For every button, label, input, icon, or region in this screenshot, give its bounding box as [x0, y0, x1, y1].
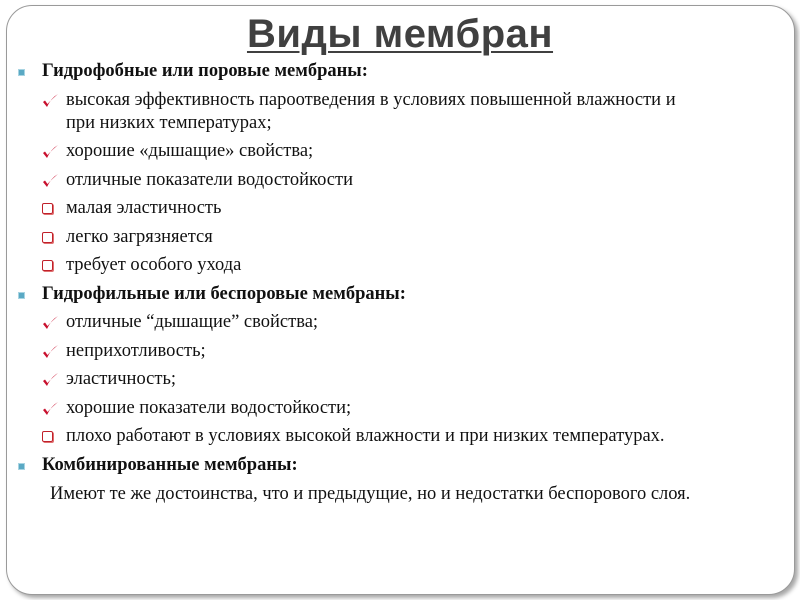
- checkbox-square-icon: [42, 260, 53, 271]
- list-item: [0, 197, 790, 220]
- list-item-text: неприхотливость;: [66, 340, 206, 361]
- list-item: [0, 254, 790, 277]
- list-item-text: хорошие «дышащие» свойства;: [66, 141, 314, 161]
- square-bullet-icon: [18, 69, 25, 76]
- list-item: [0, 425, 790, 448]
- checkbox-square-icon: [42, 232, 53, 243]
- list-item-text: высокая эффективность пароотведения в условиях повышенной влажности и при низких температурах;: [66, 89, 676, 133]
- checkmark-icon: [40, 370, 60, 390]
- checkmark-icon: [40, 171, 60, 191]
- list-item: [0, 340, 790, 363]
- section-heading: [0, 283, 790, 306]
- list-item: [0, 89, 790, 135]
- checkmark-icon: [40, 342, 60, 362]
- checkmark-icon: [40, 313, 60, 333]
- checkmark-icon: [40, 91, 60, 111]
- section-paragraph: Имеют те же достоинства, что и предыдущие, но и недостатки беспорового слоя.: [50, 484, 691, 504]
- list-item-text: малая эластичность: [66, 198, 222, 218]
- list-item-text: отличные показатели водостойкости: [66, 169, 354, 190]
- list-item: [0, 226, 790, 249]
- list-item-text: хорошие показатели водостойкости;: [66, 397, 352, 418]
- list-item: [0, 368, 790, 391]
- list-item: [0, 169, 790, 192]
- list-item: [0, 397, 790, 420]
- checkmark-icon: [40, 142, 60, 162]
- list-item-text: эластичность;: [66, 369, 177, 389]
- square-bullet-icon: [18, 292, 25, 299]
- list-item-text: плохо работают в условиях высокой влажности и при низких температурах.: [66, 426, 665, 446]
- section-heading-text: Гидрофобные или поровые мембраны:: [42, 61, 368, 81]
- list-item: [0, 311, 790, 334]
- list-item-text: легко загрязняется: [66, 226, 213, 247]
- section-heading-text: Гидрофильные или беспоровые мембраны:: [42, 283, 406, 304]
- list-item: [0, 140, 790, 163]
- section-heading: [0, 60, 790, 83]
- checkmark-icon: [40, 399, 60, 419]
- checkbox-square-icon: [42, 431, 53, 442]
- square-bullet-icon: [18, 463, 25, 470]
- checkbox-square-icon: [42, 203, 53, 214]
- slide-title: Виды мембран: [246, 12, 554, 56]
- list-item-text: требует особого ухода: [66, 255, 242, 275]
- slide-content: [0, 60, 790, 507]
- section-heading-text: Комбинированные мембраны:: [42, 454, 298, 475]
- list-item-text: отличные “дышащие” свойства;: [66, 312, 319, 332]
- section-heading: [0, 454, 790, 477]
